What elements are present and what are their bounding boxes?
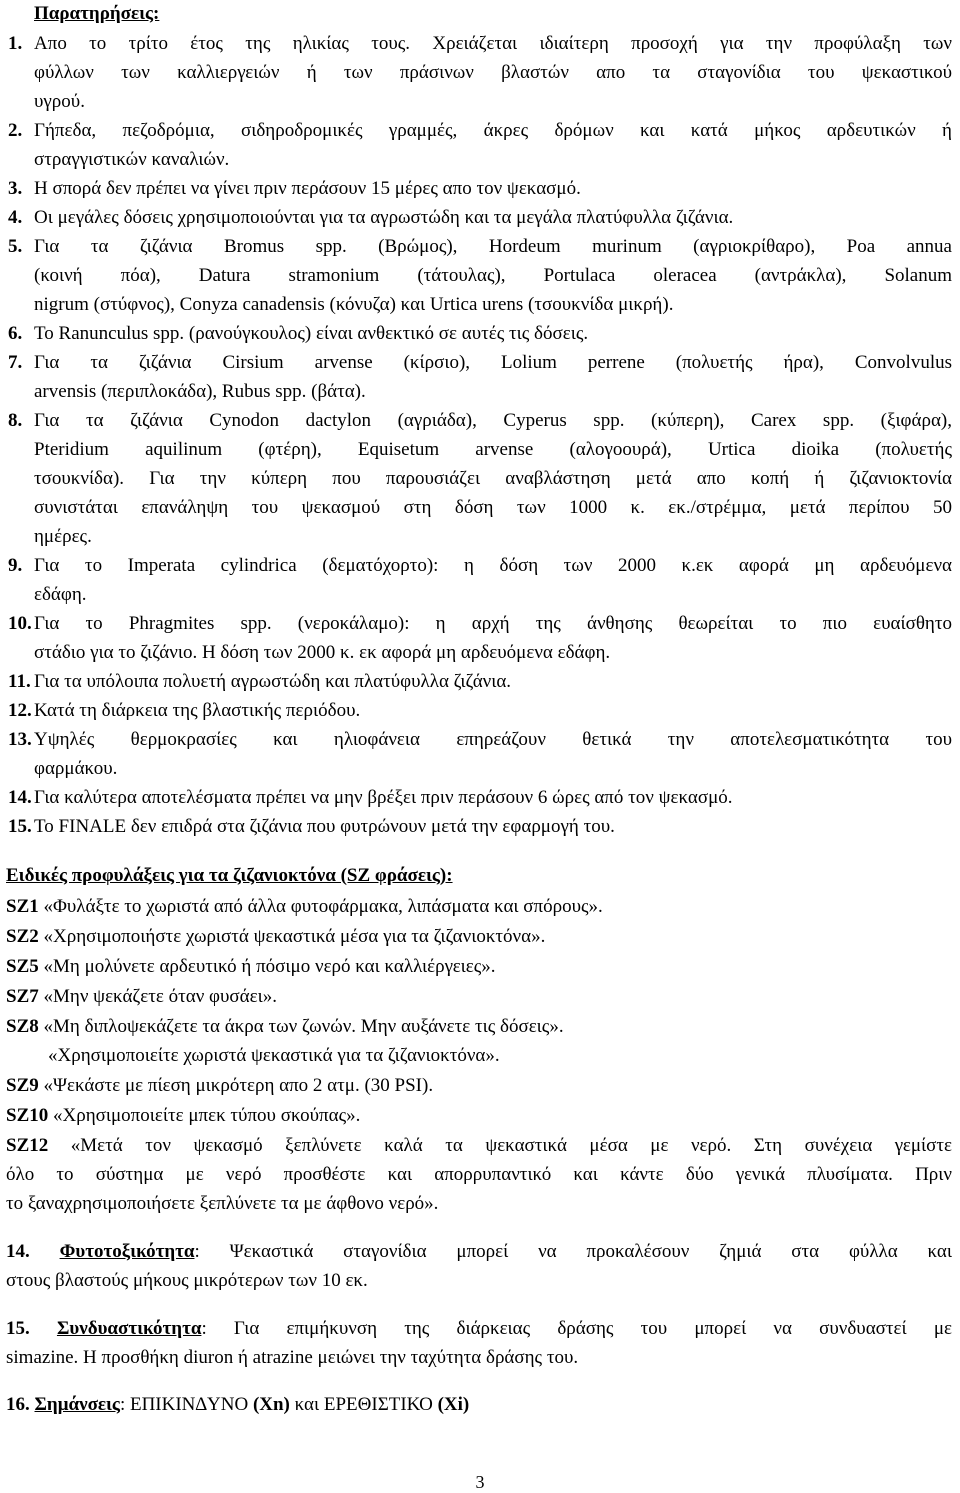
section-16-line <box>6 1393 469 1417</box>
note-13-line-2: φαρμάκου. <box>34 758 118 779</box>
sz7-row <box>6 985 277 1009</box>
note-4-line-1: Οι μεγάλες δόσεις χρησιμοποιούνται για τα αγρωστώδη και τα μεγάλα πλατύφυλλα ζιζάνια. <box>34 207 734 228</box>
sz9-row <box>6 1074 433 1098</box>
sz9-text: «Ψεκάστε με πίεση μικρότερη απο 2 ατμ. (30 PSI). <box>38 1075 434 1096</box>
sz7-text: «Μην ψεκάζετε όταν φυσάει». <box>38 986 277 1007</box>
note-12-number: 12. <box>8 700 32 721</box>
sz10-row <box>6 1104 360 1128</box>
section-14-number: 14. <box>6 1241 30 1262</box>
note-10-line-1: Για το Phragmites spp. (νεροκάλαμο): η αρχή της άνθησης θεωρείται το πιο ευαίσθητο <box>34 613 952 634</box>
sz5-row <box>6 955 496 979</box>
section-14-line-1 <box>6 1240 952 1264</box>
note-1-line-1: Απο το τρίτο έτος της ηλικίας τους. Χρειάζεται ιδιαίτερη προσοχή για την προφύλαξη των <box>34 33 952 54</box>
section-16-label: Σημάνσεις <box>34 1394 120 1415</box>
sz2-text: «Χρησιμοποιήστε χωριστά ψεκαστικά μέσα για τα ζιζανιοκτόνα». <box>38 926 546 947</box>
sz1-row <box>6 895 603 919</box>
note-8-number: 8. <box>8 410 23 431</box>
section-15-number: 15. <box>6 1318 30 1339</box>
note-1-number: 1. <box>8 33 23 54</box>
sz8-row <box>6 1015 564 1039</box>
note-6-number: 6. <box>8 323 23 344</box>
note-7-number: 7. <box>8 352 23 373</box>
note-9-line-2: εδάφη. <box>34 584 87 605</box>
sz1-text: «Φυλάξτε το χωριστά από άλλα φυτοφάρμακα, λιπάσματα και σπόρους». <box>38 896 603 917</box>
note-8-line-2: Pteridium aquilinum (φτέρη), Equisetum arvense (αλογοουρά), Urtica dioika (πολυετής <box>34 439 952 460</box>
note-8-line-5: ημέρες. <box>34 526 92 547</box>
note-5-line-2: (κοινή πόα), Datura stramonium (τάτουλας), Portulaca oleracea (αντράκλα), Solanum <box>34 265 952 286</box>
sz12-line-1 <box>6 1134 952 1158</box>
note-7-line-2: arvensis (περιπλοκάδα), Rubus spp. (βάτα). <box>34 381 366 402</box>
note-5-line-3: nigrum (στύφνος), Conyza canadensis (κόνυζα) και Urtica urens (τσουκνίδα μικρή). <box>34 294 674 315</box>
sz1-code: SZ1 <box>6 896 39 917</box>
note-7-line-1: Για τα ζιζάνια Cirsium arvense (κίρσιο), Lolium perrene (πολυετής ήρα), Convolvulus <box>34 352 952 373</box>
section-15-line-2: simazine. Η προσθήκη diuron ή atrazine μειώνει την ταχύτητα δράσης του. <box>6 1347 579 1368</box>
note-2-line-1: Γήπεδα, πεζοδρόμια, σιδηροδρομικές γραμμές, άκρες δρόμων και κατά μήκος αρδευτικών ή <box>34 120 952 141</box>
note-11-line-1: Για τα υπόλοιπα πολυετή αγρωστώδη και πλατύφυλλα ζιζάνια. <box>34 671 512 692</box>
sz12-code: SZ12 <box>6 1135 49 1156</box>
note-6-line-1: Το Ranunculus spp. (ρανούγκουλος) είναι ανθεκτικό σε αυτές τις δόσεις. <box>34 323 589 344</box>
note-5-number: 5. <box>8 236 23 257</box>
note-10-number: 10. <box>8 613 32 634</box>
section-16-text-2: και ΕΡΕΘΙΣΤΙΚΟ <box>289 1394 438 1415</box>
note-9-number: 9. <box>8 555 23 576</box>
precautions-title: Ειδικές προφυλάξεις για τα ζιζανιοκτόνα (SZ φράσεις): <box>6 865 453 886</box>
notes-title: Παρατηρήσεις: <box>34 3 160 24</box>
sz2-code: SZ2 <box>6 926 39 947</box>
sz7-code: SZ7 <box>6 986 39 1007</box>
note-4-number: 4. <box>8 207 23 228</box>
note-15-number: 15. <box>8 816 32 837</box>
section-16-number: 16. <box>6 1394 30 1415</box>
note-5-line-1: Για τα ζιζάνια Bromus spp. (Βρώμος), Hordeum murinum (αγριοκρίθαρο), Poa annua <box>34 236 952 257</box>
section-14-line-2: στους βλαστούς μήκους μικρότερων των 10 εκ. <box>6 1270 368 1291</box>
note-1-line-3: υγρού. <box>34 91 85 112</box>
sz2-row <box>6 925 545 949</box>
note-13-line-1: Υψηλές θερμοκρασίες και ηλιοφάνεια επηρεάζουν θετικά την αποτελεσματικότητα του <box>34 729 952 750</box>
sz10-text: «Χρησιμοποιείτε μπεκ τύπου σκούπας». <box>48 1105 361 1126</box>
section-15-line-1 <box>6 1317 952 1341</box>
note-15-line-1: Το FINALE δεν επιδρά στα ζιζάνια που φυτρώνουν μετά την εφαρμογή του. <box>34 816 615 837</box>
sz12-line-2: όλο το σύστημα με νερό προσθέστε και απορρυπαντικό και κάντε δύο γενικά πλυσίματα. Πριν <box>6 1164 952 1185</box>
sz5-code: SZ5 <box>6 956 39 977</box>
note-13-number: 13. <box>8 729 32 750</box>
sz5-text: «Μη μολύνετε αρδευτικό ή πόσιμο νερό και καλλιέργειες». <box>38 956 496 977</box>
note-3-line-1: Η σπορά δεν πρέπει να γίνει πριν περάσουν 15 μέρες απο τον ψεκασμό. <box>34 178 581 199</box>
section-15-text-1: : Για επιμήκυνση της διάρκειας δράσης του μπορεί να συνδυαστεί με <box>201 1318 952 1339</box>
note-14-line-1: Για καλύτερα αποτελέσματα πρέπει να μην βρέξει πριν περάσουν 6 ώρες από τον ψεκασμό. <box>34 787 733 808</box>
sz9-code: SZ9 <box>6 1075 39 1096</box>
note-14-number: 14. <box>8 787 32 808</box>
note-12-line-1: Κατά τη διάρκεια της βλαστικής περιόδου. <box>34 700 361 721</box>
note-8-line-1: Για τα ζιζάνια Cynodon dactylon (αγριάδα), Cyperus spp. (κύπερη), Carex spp. (ξιφάρα), <box>34 410 952 431</box>
sz8-code: SZ8 <box>6 1016 39 1037</box>
note-2-line-2: στραγγιστικών καναλιών. <box>34 149 230 170</box>
note-8-line-4: συνιστάται επανάληψη του ψεκασμού στη δόση των 1000 κ. εκ./στρέμμα, μετά περίπου 50 <box>34 497 952 518</box>
note-9-line-1: Για το Imperata cylindrica (δεματόχορτο): η δόση των 2000 κ.εκ αφορά μη αρδευόμενα <box>34 555 952 576</box>
section-15-label: Συνδυαστικότητα <box>56 1318 202 1339</box>
note-1-line-2: φύλλων των καλλιεργειών ή των πράσινων βλαστών απο τα σταγονίδια του ψεκαστικού <box>34 62 952 83</box>
sz10-code: SZ10 <box>6 1105 49 1126</box>
page-number: 3 <box>475 1472 485 1492</box>
section-16-code-xn: (Xn) <box>252 1394 290 1415</box>
note-11-number: 11. <box>8 671 31 692</box>
section-14-text-1: : Ψεκαστικά σταγονίδια μπορεί να προκαλέσουν ζημιά στα φύλλα και <box>194 1241 952 1262</box>
note-8-line-3: τσουκνίδα). Για την κύπερη που παρουσιάζει αναβλάστηση μετά απο κοπή ή ζιζανιοκτονία <box>34 468 952 489</box>
note-3-number: 3. <box>8 178 23 199</box>
section-16-text-1: : ΕΠΙΚΙΝ∆ΥΝΟ <box>119 1394 253 1415</box>
sz8-text: «Μη διπλοψεκάζετε τα άκρα των ζωνών. Μην αυξάνετε τις δόσεις». <box>38 1016 564 1037</box>
sz8-text-2: «Χρησιμοποιείτε χωριστά ψεκαστικά για τα ζιζανιοκτόνα». <box>48 1045 500 1066</box>
section-16-code-xi: (Xi) <box>437 1394 470 1415</box>
section-14-label: Φυτοτοξικότητα <box>59 1241 195 1262</box>
sz12-text-1: «Μετά τον ψεκασμό ξεπλύνετε καλά τα ψεκαστικά μέσα με νερό. Στη συνέχεια γεμίστε <box>48 1135 952 1156</box>
note-2-number: 2. <box>8 120 23 141</box>
sz12-line-3: τo ξαναχρησιμοποιήσετε ξεπλύνετε τα με άφθονο νερό». <box>6 1193 439 1214</box>
note-10-line-2: στάδιο για το ζιζάνιο. Η δόση των 2000 κ. εκ αφορά μη αρδευόμενα εδάφη. <box>34 642 611 663</box>
